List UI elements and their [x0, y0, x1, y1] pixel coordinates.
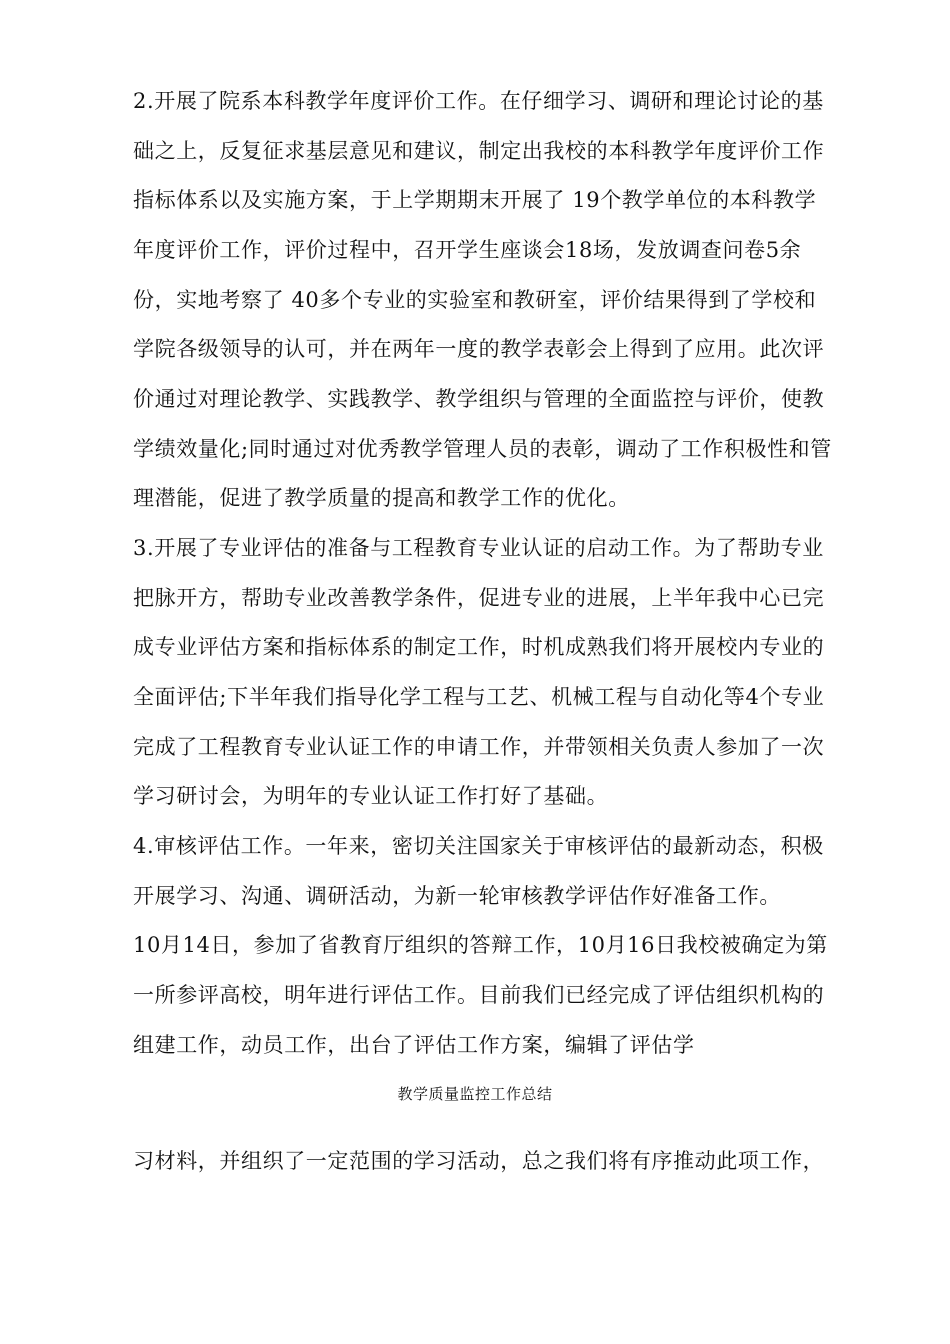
paragraph-2-line-7: 价通过对理论教学、实践教学、教学组织与管理的全面监控与评价，使教 [133, 387, 825, 411]
continuation-line: 习材料，并组织了一定范围的学习活动，总之我们将有序推动此项工作， [133, 1149, 825, 1173]
paragraph-2-line-8: 学绩效量化;同时通过对优秀教学管理人员的表彰，调动了工作积极性和管 [133, 437, 832, 461]
footer-title: 教学质量监控工作总结 [397, 1085, 553, 1103]
paragraph-2-line-5: 份，实地考察了 40多个专业的实验室和教研室，评价结果得到了学校和 [133, 288, 817, 312]
paragraph-5-line-1: 10月14日，参加了省教育厅组织的答辩工作，10月16日我校被确定为第 [133, 933, 828, 957]
paragraph-2-line-6: 学院各级领导的认可，并在两年一度的教学表彰会上得到了应用。此次评 [133, 337, 825, 361]
paragraph-3-line-1: 3.开展了专业评估的准备与工程教育专业认证的启动工作。为了帮助专业 [133, 536, 824, 560]
paragraph-3-line-2: 把脉开方，帮助专业改善教学条件，促进专业的进展，上半年我中心已完 [133, 586, 825, 610]
paragraph-2-line-1: 2.开展了院系本科教学年度评价工作。在仔细学习、调研和理论讨论的基 [133, 89, 824, 113]
paragraph-2-line-9: 理潜能，促进了教学质量的提高和教学工作的优化。 [133, 486, 630, 510]
paragraph-5-line-3: 组建工作，动员工作，出台了评估工作方案，编辑了评估学 [133, 1033, 695, 1057]
paragraph-4-line-2: 开展学习、沟通、调研活动，为新一轮审核教学评估作好准备工作。 [133, 884, 781, 908]
paragraph-4-line-1: 4.审核评估工作。一年来，密切关注国家关于审核评估的最新动态，积极 [133, 834, 824, 858]
paragraph-2-line-2: 础之上，反复征求基层意见和建议，制定出我校的本科教学年度评价工作 [133, 139, 825, 163]
paragraph-3-line-5: 完成了工程教育专业认证工作的申请工作，并带领相关负责人参加了一次 [133, 735, 825, 759]
paragraph-3-line-3: 成专业评估方案和指标体系的制定工作，时机成熟我们将开展校内专业的 [133, 635, 825, 659]
paragraph-2-line-4: 年度评价工作，评价过程中，召开学生座谈会18场，发放调查问卷5余 [133, 238, 802, 262]
paragraph-5-line-2: 一所参评高校，明年进行评估工作。目前我们已经完成了评估组织机构的 [133, 983, 825, 1007]
paragraph-2-line-3: 指标体系以及实施方案，于上学期期末开展了 19个教学单位的本科教学 [133, 188, 817, 212]
paragraph-3-line-4: 全面评估;下半年我们指导化学工程与工艺、机械工程与自动化等4个专业 [133, 685, 825, 709]
paragraph-3-line-6: 学习研讨会，为明年的专业认证工作打好了基础。 [133, 784, 609, 808]
